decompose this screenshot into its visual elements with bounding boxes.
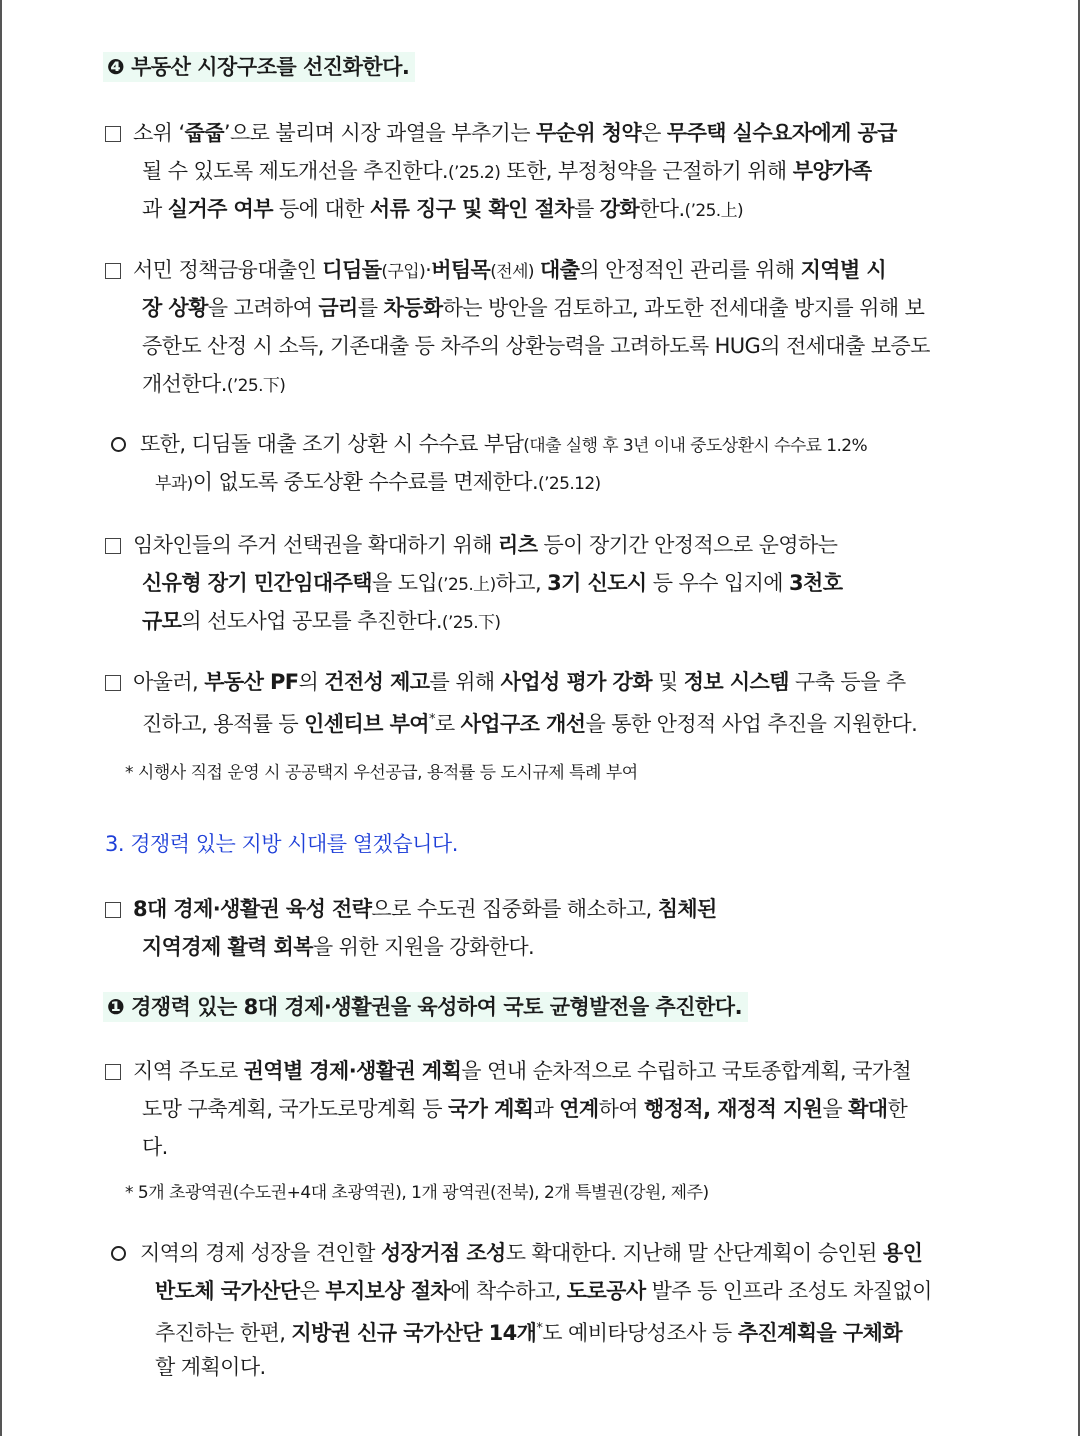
- para-line: 과 실거주 여부 등에 대한 서류 징구 및 확인 절차를 강화한다.(’25.上): [142, 197, 744, 221]
- para-line: 도망 구축계획, 국가도로망계획 등 국가 계획과 연계하여 행정적, 재정적 지원을 확대한: [142, 1097, 908, 1121]
- number-marker-4: ❹: [107, 55, 125, 79]
- checkbox-bullet-icon: [105, 538, 121, 554]
- subheading-text: 경쟁력 있는 8대 경제·생활권을 육성하여 국토 균형발전을 추진한다.: [131, 995, 743, 1019]
- checkbox-bullet-icon: [105, 263, 121, 279]
- paragraph-rental-housing: [105, 526, 985, 640]
- para-line: 지역 주도로 권역별 경제·생활권 계획을 연내 순차적으로 수립하고 국토종합계획, 국가철: [105, 1052, 985, 1090]
- subheading-balanced-development: [103, 992, 748, 1022]
- para-line: 될 수 있도록 제도개선을 추진한다.(’25.2) 또한, 부정청약을 근절하기 위해 부양가족: [142, 159, 872, 183]
- para-line: 다.: [142, 1135, 168, 1159]
- footnote-pf: * 시행사 직접 운영 시 공공택지 우선공급, 용적률 등 도시규제 특례 부여: [125, 763, 638, 783]
- para-line: 규모의 선도사업 공모를 추진한다.(’25.下): [142, 609, 501, 633]
- para-line: 추진하는 한편, 지방권 신규 국가산단 14개*도 예비타당성조사 등 추진계획을 구체화: [155, 1321, 902, 1345]
- paragraph-regional-plans: [105, 1052, 985, 1166]
- footnote-regions: * 5개 초광역권(수도권+4대 초광역권), 1개 광역권(전북), 2개 특별권(강원, 제주): [125, 1183, 709, 1203]
- paragraph-subscription: [105, 114, 985, 228]
- circle-bullet-icon: [111, 1246, 126, 1261]
- para-line: 지역경제 활력 회복을 위한 지원을 강화한다.: [142, 935, 535, 959]
- para-line: 진하고, 용적률 등 인센티브 부여*로 사업구조 개선을 통한 안정적 사업 추진을 지원한다.: [142, 712, 918, 736]
- para-line: 아울러, 부동산 PF의 건전성 제고를 위해 사업성 평가 강화 및 정보 시스템 구축 등을 추: [105, 663, 985, 701]
- para-line: 소위 ‘줍줍’으로 불리며 시장 과열을 부추기는 무순위 청약은 무주택 실수요자에게 공급: [105, 114, 985, 152]
- circle-bullet-icon: [111, 437, 126, 452]
- checkbox-bullet-icon: [105, 126, 121, 142]
- subheading-real-estate: [103, 52, 415, 82]
- para-line: 부과)이 없도록 중도상환 수수료를 면제한다.(’25.12): [155, 470, 601, 494]
- paragraph-economic-zones: [105, 890, 985, 966]
- para-line: 개선한다.(’25.下): [142, 372, 286, 396]
- paragraph-pf: [105, 663, 985, 739]
- paragraph-policy-loans: [105, 251, 985, 403]
- para-line: 장 상황을 고려하여 금리를 차등화하는 방안을 검토하고, 과도한 전세대출 방지를 위해 보: [142, 296, 925, 320]
- para-line: 8대 경제·생활권 육성 전략으로 수도권 집중화를 해소하고, 침체된: [105, 890, 985, 928]
- paragraph-early-repayment: [103, 425, 983, 501]
- checkbox-bullet-icon: [105, 1064, 121, 1080]
- para-line: 할 계획이다.: [155, 1355, 266, 1379]
- para-line: 증한도 산정 시 소득, 기존대출 등 차주의 상환능력을 고려하도록 HUG의 전세대출 보증도: [142, 334, 930, 358]
- number-marker-1: ❶: [107, 995, 125, 1019]
- para-line: 신유형 장기 민간임대주택을 도입(’25.上)하고, 3기 신도시 등 우수 입지에 3천호: [142, 571, 843, 595]
- paragraph-growth-hubs: [103, 1234, 983, 1386]
- para-line: 또한, 디딤돌 대출 조기 상환 시 수수료 부담(대출 실행 후 3년 이내 중도상환시 수수료 1.2%: [103, 425, 983, 463]
- para-line: 서민 정책금융대출인 디딤돌(구입)·버팀목(전세) 대출의 안정적인 관리를 위해 지역별 시: [105, 251, 985, 289]
- section-title-3: 3. 경쟁력 있는 지방 시대를 열겠습니다.: [105, 832, 458, 856]
- para-line: 임차인들의 주거 선택권을 확대하기 위해 리츠 등이 장기간 안정적으로 운영하는: [105, 526, 985, 564]
- checkbox-bullet-icon: [105, 902, 121, 918]
- subheading-text: 부동산 시장구조를 선진화한다.: [131, 55, 410, 79]
- checkbox-bullet-icon: [105, 675, 121, 691]
- para-line: 지역의 경제 성장을 견인할 성장거점 조성도 확대한다. 지난해 말 산단계획이 승인된 용인: [103, 1234, 983, 1272]
- para-line: 반도체 국가산단은 부지보상 절차에 착수하고, 도로공사 발주 등 인프라 조성도 차질없이: [155, 1279, 932, 1303]
